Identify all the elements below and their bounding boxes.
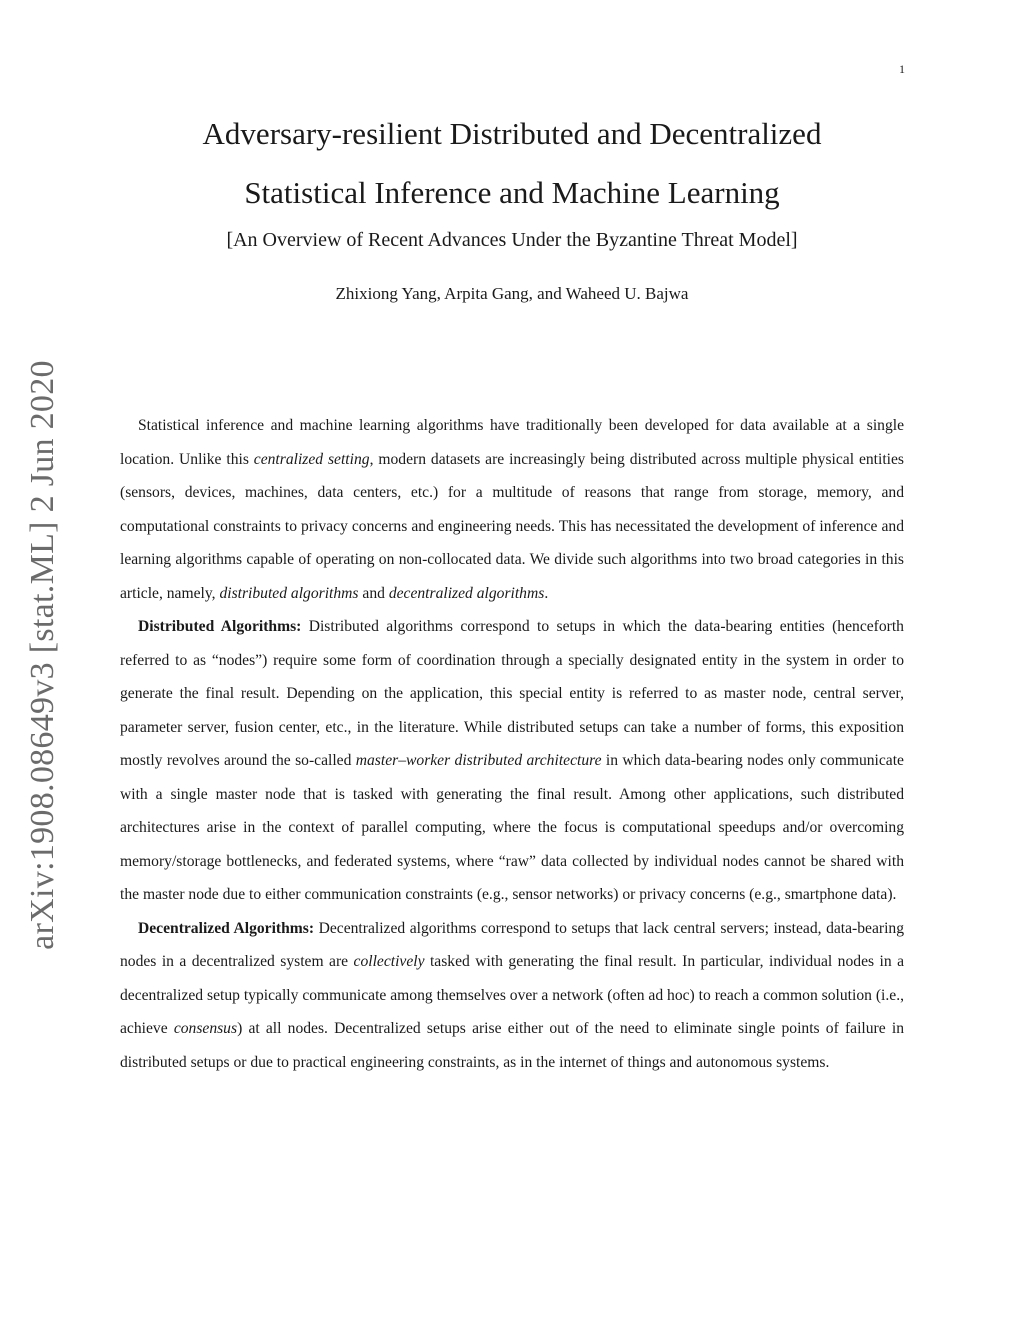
text-run: , modern datasets are increasingly being distributed across multiple physical entities (sensors, devices, machines, data centers, etc.) for a multitude of reasons that range from storage, memory, and computational constraints to privacy concerns and engineering needs. This has necessitated the development of inference and learning algorithms capable of operating on non-collocated data. We divide such algorithms into two broad categories in this article, namely, — [120, 450, 904, 602]
paragraph-decentralized — [120, 912, 904, 1080]
arxiv-identifier: arXiv:1908.08649v3 [stat.ML] 2 Jun 2020 — [24, 360, 61, 950]
title-line-1: Adversary-resilient Distributed and Decentralized — [202, 116, 822, 151]
emphasis-term: distributed algorithms — [219, 584, 359, 602]
emphasis-term: decentralized algorithms — [388, 584, 545, 602]
paragraph-intro — [120, 409, 904, 610]
paper-subtitle: [An Overview of Recent Advances Under the Byzantine Threat Model] — [226, 229, 798, 251]
emphasis-term: consensus — [173, 1020, 238, 1037]
text-run: Statistical inference and machine learning algorithms have traditionally been developed for data available at a single location. Unlike this — [120, 417, 904, 468]
text-run: . — [544, 584, 549, 602]
emphasis-term: collectively — [353, 953, 425, 970]
paragraph-label: Decentralized Algorithms: — [138, 919, 315, 937]
author-list: Zhixiong Yang, Arpita Gang, and Waheed U. Bajwa — [335, 284, 689, 303]
text-run: tasked with generating the final result. In particular, individual nodes in a decentralized setup typically communicate among themselves over a network (often ad hoc) to reach a common solution (i.e., achieve — [120, 953, 904, 1037]
page-number: 1 — [899, 62, 905, 76]
text-run: in which data-bearing nodes only communicate with a single master node that is tasked with generating the final result. Among other applications, such distributed architectures arise in the context of parallel computing, where the focus is computational speedups and/or overcoming memory/storage bottlenecks, and federated systems, where “raw” data collected by individual nodes cannot be shared with the master node due to either communication constraints (e.g., sensor networks) or privacy concerns (e.g., smartphone data). — [120, 752, 904, 903]
text-run: Distributed algorithms correspond to setups in which the data-bearing entities (henceforth referred to as “nodes”) require some form of coordination through a specially designated entity in the system in order to generate the final result. Depending on the application, this special entity is referred to as master node, central server, parameter server, fusion center, etc., in the literature. While distributed setups can take a number of forms, this exposition mostly revolves around the so-called — [120, 618, 904, 769]
paper-body — [120, 409, 904, 1079]
paragraph-distributed — [120, 610, 904, 912]
emphasis-term: master–worker distributed architecture — [355, 752, 602, 769]
text-run: and — [358, 584, 389, 602]
arxiv-side-stamp — [20, 360, 66, 950]
text-run: Decentralized algorithms correspond to setups that lack central servers; instead, data-bearing nodes in a decentralized system are — [120, 919, 905, 970]
emphasis-term: centralized setting — [253, 450, 370, 468]
title-line-2: Statistical Inference and Machine Learning — [244, 175, 780, 210]
text-run: ) at all nodes. Decentralized setups arise either out of the need to eliminate single points of failure in distributed setups or due to practical engineering constraints, as in the internet of things and autonomous systems. — [120, 1020, 904, 1071]
paragraph-label: Distributed Algorithms: — [138, 618, 302, 635]
